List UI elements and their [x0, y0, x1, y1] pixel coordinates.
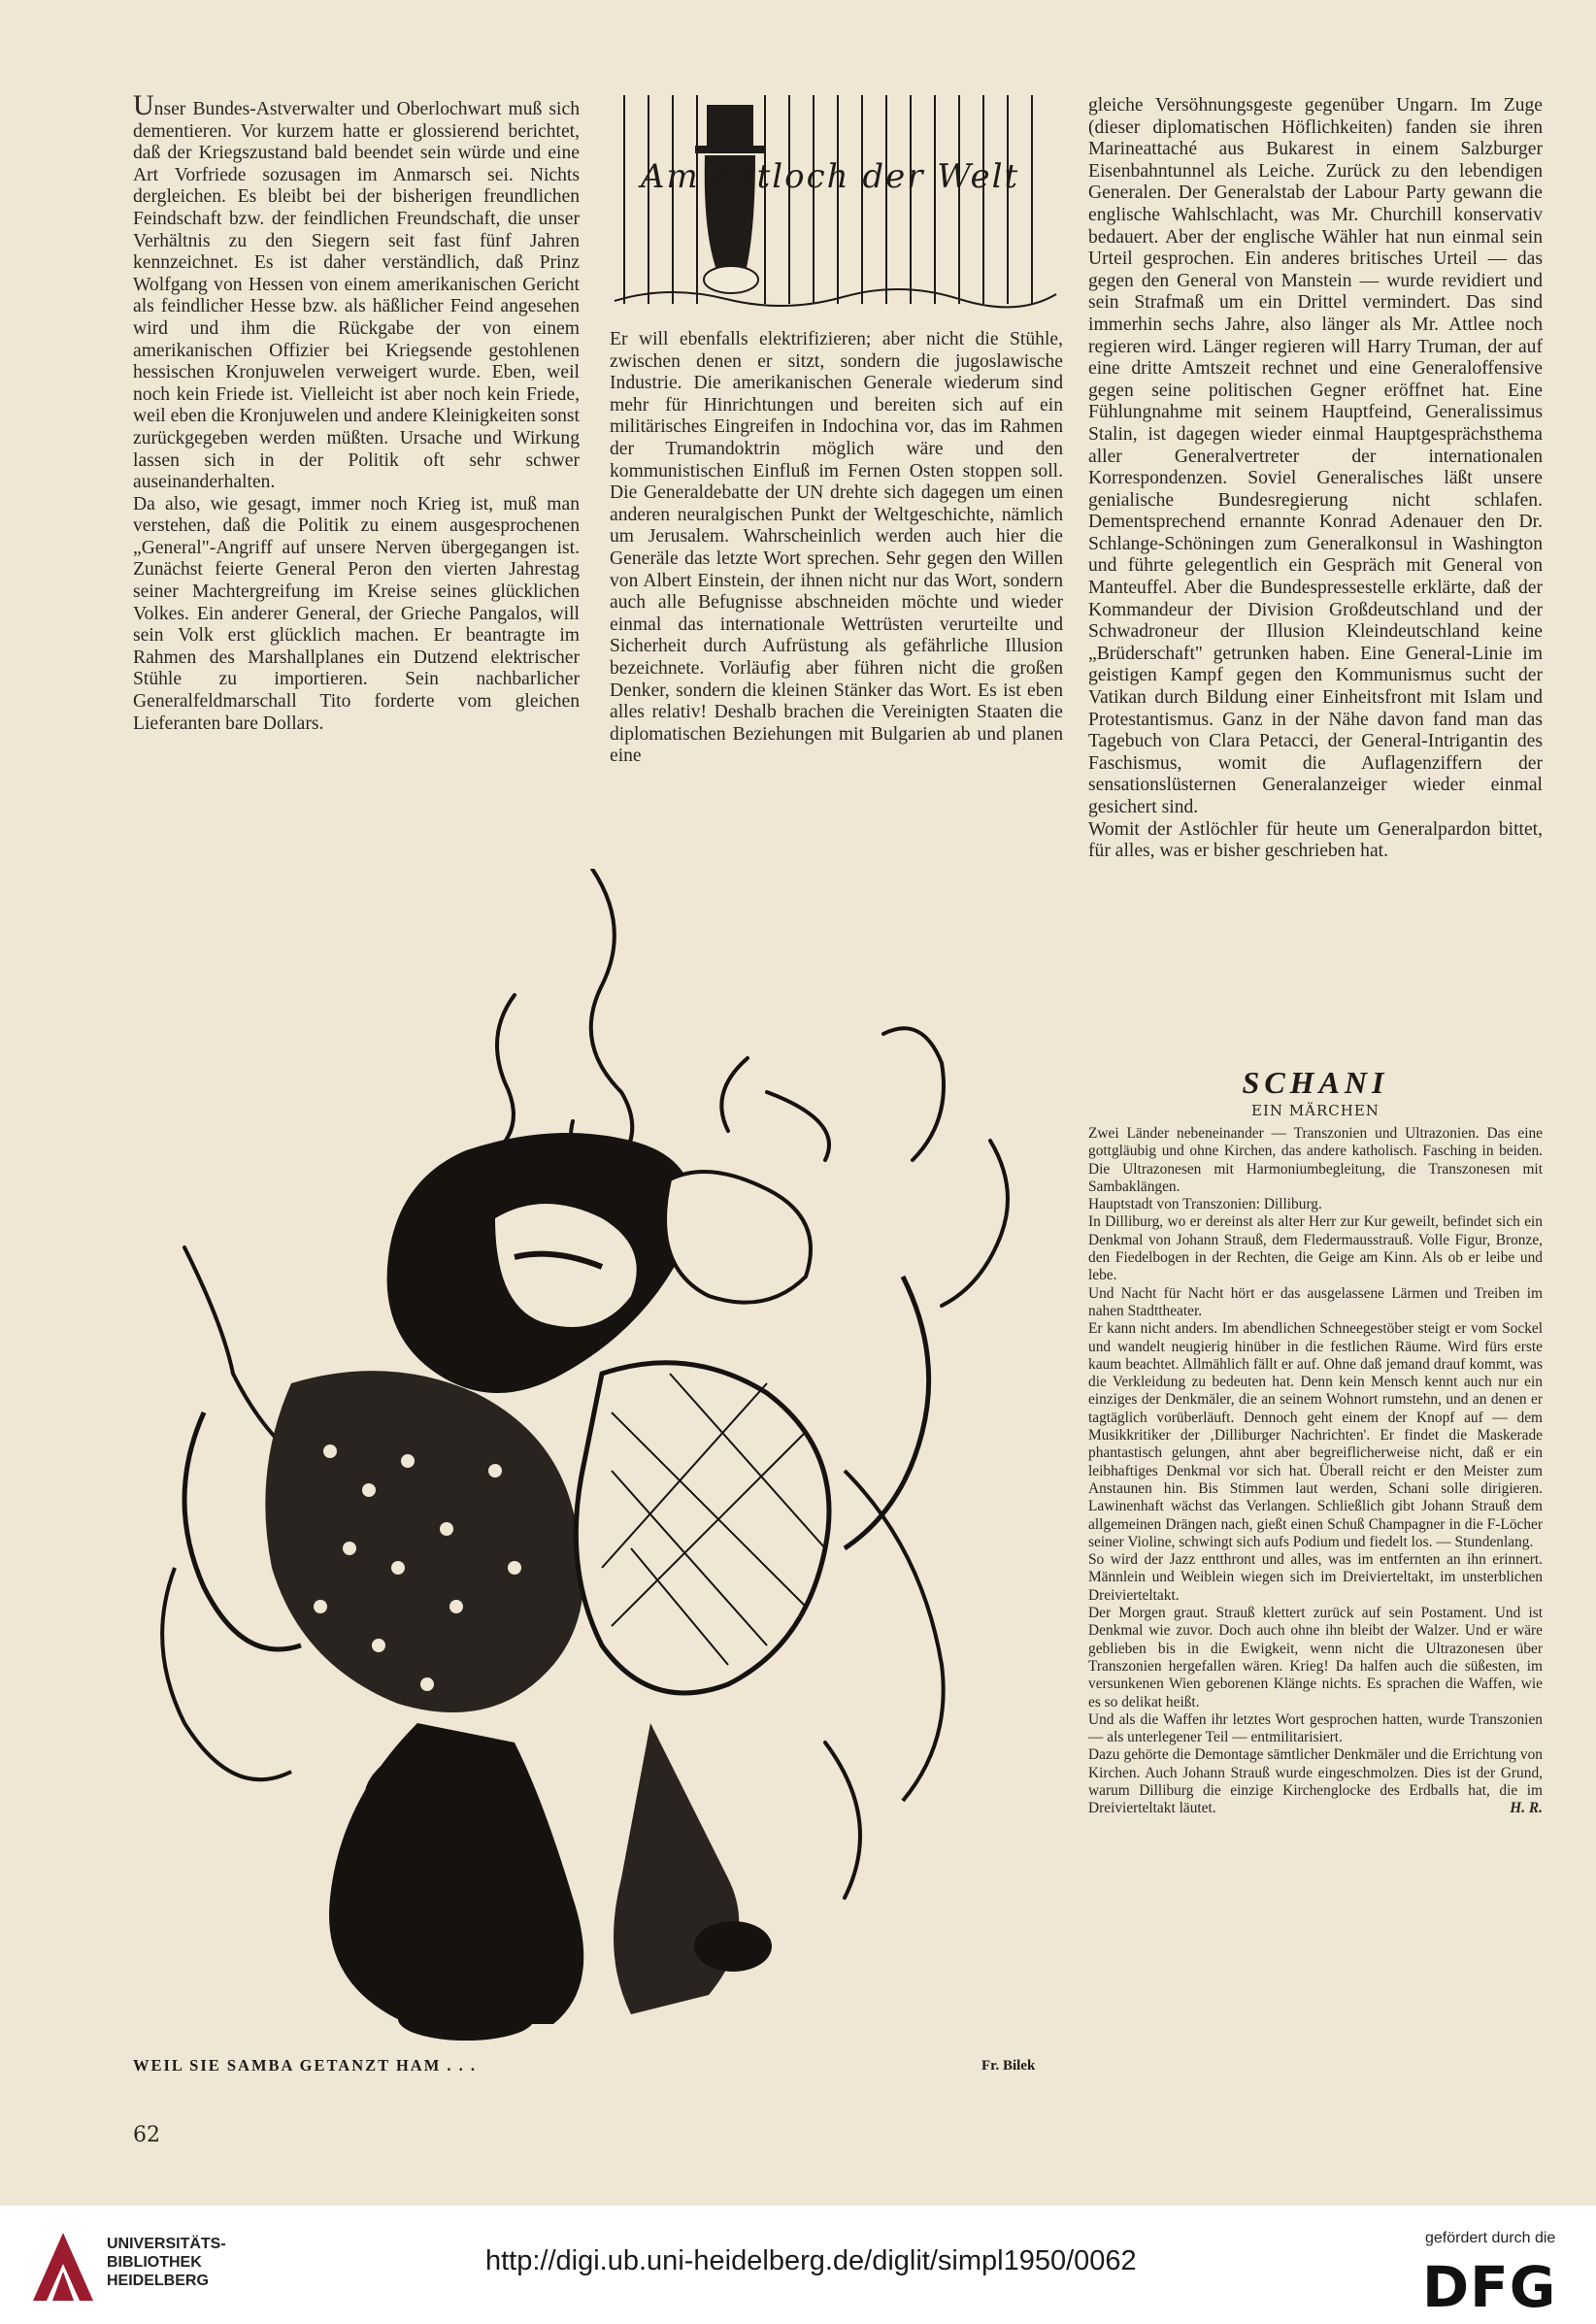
story-paragraph: Zwei Länder nebeneinander — Transzonien und Ultrazonien. Das eine gottgläubig und ohne Kirchen, das andere katholisch. Fasching in beiden. Die Ultrazonesen mit Harmoniumbegleitung, die Transzonesen mit Sambaklängen.: [1088, 1125, 1543, 1195]
illustration-caption: WEIL SIE SAMBA GETANZT HAM . . .: [133, 2056, 478, 2075]
article-column-2: [610, 329, 1063, 768]
university-library-logo-icon[interactable]: [29, 2229, 97, 2305]
story-paragraph: Er kann nicht anders. Im abendlichen Schneegestöber steigt er vom Sockel und wandelt neugierig hinüber in die festlichen Räume. Wird fürs erste kaum beachtet. Allmählich fällt er auf. Ohne daß jemand drauf kommt, was die Verkleidung zu bedeuten hat. Denn kein Mensch kennt auch nur ein einziges der Denkmäler, die an seinem Wohnort rumstehn, und an denen er tagtäglich vorüberläuft. Dennoch geht einem der Knopf auf — dem Musikkritiker der ‚Dilliburger Nachrichten'. Er findet die Maskerade phantastisch gelungen, ahnt aber begreiflicherweise nicht, daß er ein leibhaftiges Denkmal vor sich hat. Überall reicht er den Meister zum Anstaunen hin. Bis Stimmen laut werden, Schani solle dirigieren. Lawinenhaft wächst das Verlangen. Schließlich gibt Johann Strauß dem allgemeinen Drängen nach, gießt einen Schuß Champagner in die F-Löcher seiner Violine, schwingt sich aufs Podium und fiedelt los. — Stundenlang.: [1088, 1320, 1543, 1550]
paragraph: Womit der Astlöchler für heute um Generalpardon bittet, für alles, was er bisher geschrieben hat.: [1088, 818, 1543, 862]
sponsor-text: gefördert durch die: [1425, 2230, 1556, 2246]
astloch-header-illustration: [610, 95, 1063, 316]
illustrator-credit: Fr. Bilek: [981, 2058, 1036, 2074]
story-title: SCHANI: [1242, 1065, 1389, 1100]
paragraph: Da also, wie gesagt, immer noch Krieg ist, muß man verstehen, daß die Politik zu einem ausgesprochenen „General"-Angriff auf unsere Nerven übergegangen ist. Zunächst feierte General Peron den vierten Jahrestag seiner Machtergreifung im Kreise seines glücklichen Volkes. Ein anderer General, der Grieche Pangalos, will sein Volk erst glücklich machen. Er beantragte im Rahmen des Marshallplanes ein Dutzend elektrischer Stühle zu importieren. Sein nachbarlicher Generalfeldmarschall Tito forderte vom gleichen Lieferanten bare Dollars.: [133, 493, 580, 734]
paragraph: gleiche Versöhnungsgeste gegenüber Ungarn. Im Zuge (dieser diplomatischen Höflichkeiten) fanden sie ihren Marineattaché aus Bukarest in einem Salzburger Eisenbahntunnel als Leiche. Zurück zu den lebendigen Generalen. Der Generalstab der Labour Party gewann die englische Wahlschlacht, was Mr. Churchill konservativ bedauert. Aber der englische Wähler hat nun einmal sein Urteil gesprochen. Ein anderes britisches Urteil — das gegen den General von Manstein — wurde revidiert und sein Strafmaß um ein Drittel vermindert. Das sind immerhin sechs Jahre, also länger als Mr. Attlee noch regieren wird. Länger regieren will Harry Truman, der auf eine dritte Amtszeit rechnet und eine Generaloffensive gegen seine politischen Gegner eröffnet hat. Eine Fühlungnahme mit seinem Hauptfeind, Generalissimus Stalin, ist dagegen wieder einmal Hauptgesprächsthema aller Generalvertreter der internationalen Korrespondenzen. Soviel Generalisches läßt unsere genialische Bundesregierung nicht schlafen. Dementsprechend ernannte Konrad Adenauer den Dr. Schlange-Schöningen zum Generalkonsul in Washington und führte gelegentlich ein Gespräch mit General von Manteuffel. Aber die Bundespressestelle erklärte, daß der Kommandeur der Division Großdeutschland und der Schwadroneur der Illusion Kleindeutschland keine „Brüderschaft" getrunken haben. Eine General-Linie im geistigen Kampf gegen den Kommunismus sucht der Vatikan durch Bildung einer Einheitsfront mit Islam und Protestantismus. Ganz in der Nähe davon fand man das Tagebuch von Clara Petacci, der General-Intrigantin des Faschismus, womit die Auflagenziffern der sensationslüsternen Generalanzeiger wieder einmal gesichert sind.: [1088, 95, 1543, 817]
paragraph: Er will ebenfalls elektrifizieren; aber nicht die Stühle, zwischen denen er sitzt, sondern die jugoslawische Industrie. Die amerikanischen Generale wiederum sind mehr für Hinrichtungen und bereiten sich auf ein militärisches Eingreifen in Indochina vor, das im Rahmen der Trumandoktrin möglich wäre und den kommunistischen Einfluß im Fernen Osten stoppen soll. Die Generaldebatte der UN drehte sich dagegen um einen anderen neuralgischen Punkt der Weltgeschichte, nämlich um Jerusalem. Wahrscheinlich werden auch hier die Generäle das letzte Wort sprechen. Sehr gegen den Willen von Albert Einstein, der ihnen nicht nur das Wort, sondern auch alle Befugnisse abschneiden möchte und wieder einmal das internationale Wettrüsten verurteilte und Sicherheit durch Aufrüstung als gefährliche Illusion bezeichnete. Vorläufig aber führen nicht die großen Denker, sondern die kleinen Stänker das Wort. Es ist eben alles relativ! Deshalb brachen die Vereinigten Staaten die diplomatischen Beziehungen mit Bulgarien ab und planen eine: [610, 329, 1063, 767]
story-paragraph: Der Morgen graut. Strauß klettert zurück auf sein Postament. Und ist Denkmal wie zuvor. Doch auch ohne ihn bleibt der Walzer. Und er wäre geblieben bis in die Ewigkeit, wenn nicht die Ultrazonesen über Transzonien hergefallen wären. Krieg! Da halfen auch die süßesten, im versunkenen Wien geborenen Klänge nichts. Es sprachen die Waffen, wie es so delikat heißt.: [1088, 1605, 1543, 1710]
paragraph: Unser Bundes-Astverwalter und Oberlochwart muß sich dementieren. Vor kurzem hatte er glossierend berichtet, daß der Kriegszustand bald beendet sein würde und eine Art Vorfriede sozusagen im Anmarsch sei. Nichts dergleichen. Es bleibt bei der bisherigen freundlichen Feindschaft bzw. der feindlichen Freundschaft, die unser Verhältnis zu den Siegern seit fast fünf Jahren kennzeichnet. Es ist daher verständlich, daß Prinz Wolfgang von Hessen von einem amerikanischen Gericht als feindlicher Hesse bzw. als häßlicher Feind angesehen wird und ihm die Rückgabe der von einem amerikanischen Offizier bei Kriegsende gestohlenen hessischen Kronjuwelen verweigert wurde. Eben, weil noch kein Friede ist. Vielleicht ist aber noch kein Friede, weil eben die Kronjuwelen und andere Kleinigkeiten sonst zurückgegeben werden müßten. Ursache und Wirkung lassen sich in der Politik oft sehr schwer auseinanderhalten.: [133, 89, 580, 493]
page-number: 62: [133, 2123, 160, 2147]
article-column-3: [1088, 95, 1543, 863]
story-body: [1088, 1125, 1543, 1818]
drop-cap: U: [133, 89, 154, 121]
story-paragraph: Hauptstadt von Transzonien: Dilliburg.: [1088, 1196, 1322, 1213]
author-signature: H. R.: [1510, 1800, 1543, 1817]
schani-story: [1088, 1065, 1543, 1818]
page-url-link[interactable]: http://digi.ub.uni-heidelberg.de/diglit/simpl1950/0062: [485, 2245, 1137, 2276]
story-paragraph: In Dilliburg, wo er dereinst als alter Herr zur Kur geweilt, befindet sich ein Denkmal von Johann Strauß, dem Fledermausstrauß. Volle Figur, Bronze, den Fiedelbogen in der Rechten, die Geige am Kinn. Als ob er leibe und lebe.: [1088, 1213, 1543, 1284]
dancing-devil-illustration: [146, 869, 1073, 2048]
dfg-logo[interactable]: DFG: [1422, 2254, 1557, 2320]
small-cartoon-lettering: Am Astloch der Welt: [641, 157, 1020, 196]
story-paragraph: Dazu gehörte die Demontage sämtlicher Denkmäler und die Errichtung von Kirchen. Auch Johann Strauß wurde eingeschmolzen. Dies ist der Grund, warum Dilliburg die einzige Kirchenglocke des Erdballs hat, die im Dreivierteltakt läutet. H. R.: [1088, 1746, 1543, 1817]
article-column-1: [133, 89, 580, 735]
institution-name[interactable]: UNIVERSITÄTS- BIBLIOTHEK HEIDELBERG: [107, 2236, 226, 2289]
story-paragraph: Und als die Waffen ihr letztes Wort gesprochen hatten, wurde Transzonien — als unterlegener Teil — entmilitarisiert.: [1088, 1710, 1543, 1746]
story-paragraph: Und Nacht für Nacht hört er das ausgelassene Lärmen und Treiben im nahen Stadttheater.: [1088, 1284, 1543, 1319]
story-paragraph: So wird der Jazz entthront und alles, was im entfernten an ihn erinnert. Männlein und Weiblein wiegen sich im Dreivierteltakt, im unsterblichen Dreivierteltakt.: [1088, 1551, 1543, 1604]
story-subtitle: EIN MÄRCHEN: [1251, 1102, 1380, 1119]
